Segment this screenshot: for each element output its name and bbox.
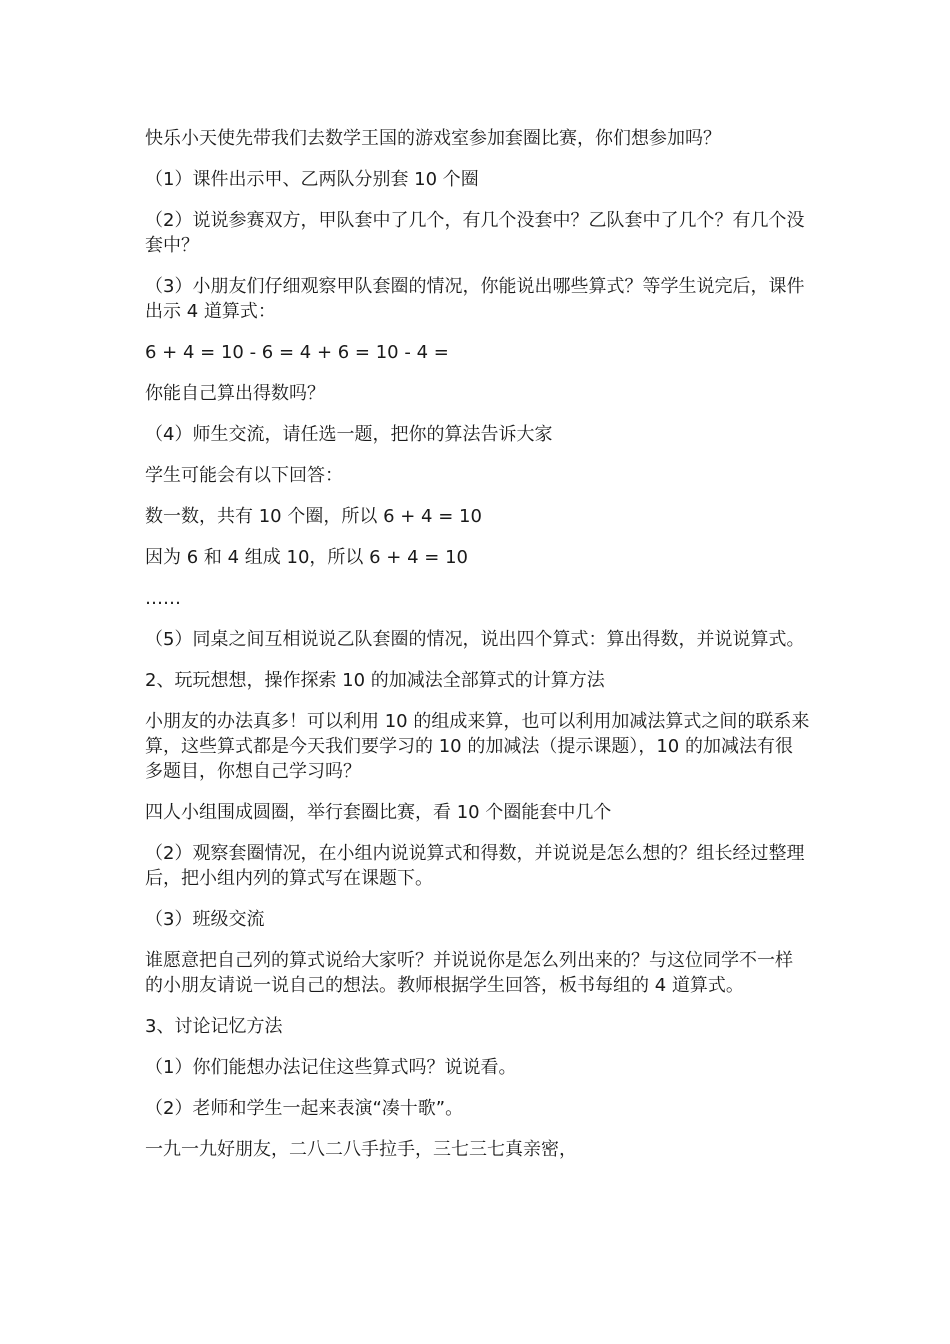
paragraph-step-3: （3）小朋友们仔细观察甲队套圈的情况，你能说出哪些算式？等学生说完后，课件出示 4 道算式： <box>145 276 805 322</box>
paragraph-step-1: （1）课件出示甲、乙两队分别套 10 个圈 <box>145 169 479 190</box>
paragraph-share: 谁愿意把自己列的算式说给大家听？并说说你是怎么列出来的？与这位同学不一样的小朋友请说一说自己的想法。教师根据学生回答，板书每组的 4 道算式。 <box>145 950 793 996</box>
section-heading-3: 3、讨论记忆方法 <box>145 1016 283 1037</box>
paragraph-answer-2: 因为 6 和 4 组成 10，所以 6 + 4 = 10 <box>145 547 468 568</box>
section-heading-2: 2、玩玩想想，操作探索 10 的加减法全部算式的计算方法 <box>145 670 605 691</box>
paragraph-step-5: （5）同桌之间互相说说乙队套圈的情况，说出四个算式：算出得数，并说说算式。 <box>145 629 805 650</box>
paragraph-equations: 6 + 4 = 10 - 6 = 4 + 6 = 10 - 4 = <box>145 342 449 363</box>
paragraph-answers-intro: 学生可能会有以下回答： <box>145 465 343 486</box>
paragraph-class-exchange: （3）班级交流 <box>145 909 265 930</box>
document-body <box>145 126 810 1178</box>
paragraph-observe: （2）观察套圈情况，在小组内说说算式和得数，并说说是怎么想的？组长经过整理后，把小组内列的算式写在课题下。 <box>145 843 805 889</box>
paragraph-answer-1: 数一数，共有 10 个圈，所以 6 + 4 = 10 <box>145 506 482 527</box>
paragraph-memory-1: （1）你们能想办法记住这些算式吗？说说看。 <box>145 1057 517 1078</box>
paragraph-ellipsis: …… <box>145 588 181 609</box>
paragraph-question: 你能自己算出得数吗？ <box>145 383 325 404</box>
paragraph-method-intro: 小朋友的办法真多！可以利用 10 的组成来算，也可以利用加减法算式之间的联系来算，这些算式都是今天我们要学习的 10 的加减法（提示课题），10 的加减法有很多题目，你想自己学习吗？ <box>145 711 810 782</box>
paragraph-memory-2: （2）老师和学生一起来表演“凑十歌”。 <box>145 1098 464 1119</box>
paragraph-group-game: 四人小组围成圆圈，举行套圈比赛，看 10 个圈能套中几个 <box>145 802 612 823</box>
paragraph-intro: 快乐小天使先带我们去数学王国的游戏室参加套圈比赛，你们想参加吗？ <box>145 128 721 149</box>
paragraph-step-4: （4）师生交流，请任选一题，把你的算法告诉大家 <box>145 424 553 445</box>
paragraph-step-2: （2）说说参赛双方，甲队套中了几个，有几个没套中？乙队套中了几个？有几个没套中？ <box>145 210 805 256</box>
paragraph-song: 一九一九好朋友，二八二八手拉手，三七三七真亲密， <box>145 1139 577 1160</box>
